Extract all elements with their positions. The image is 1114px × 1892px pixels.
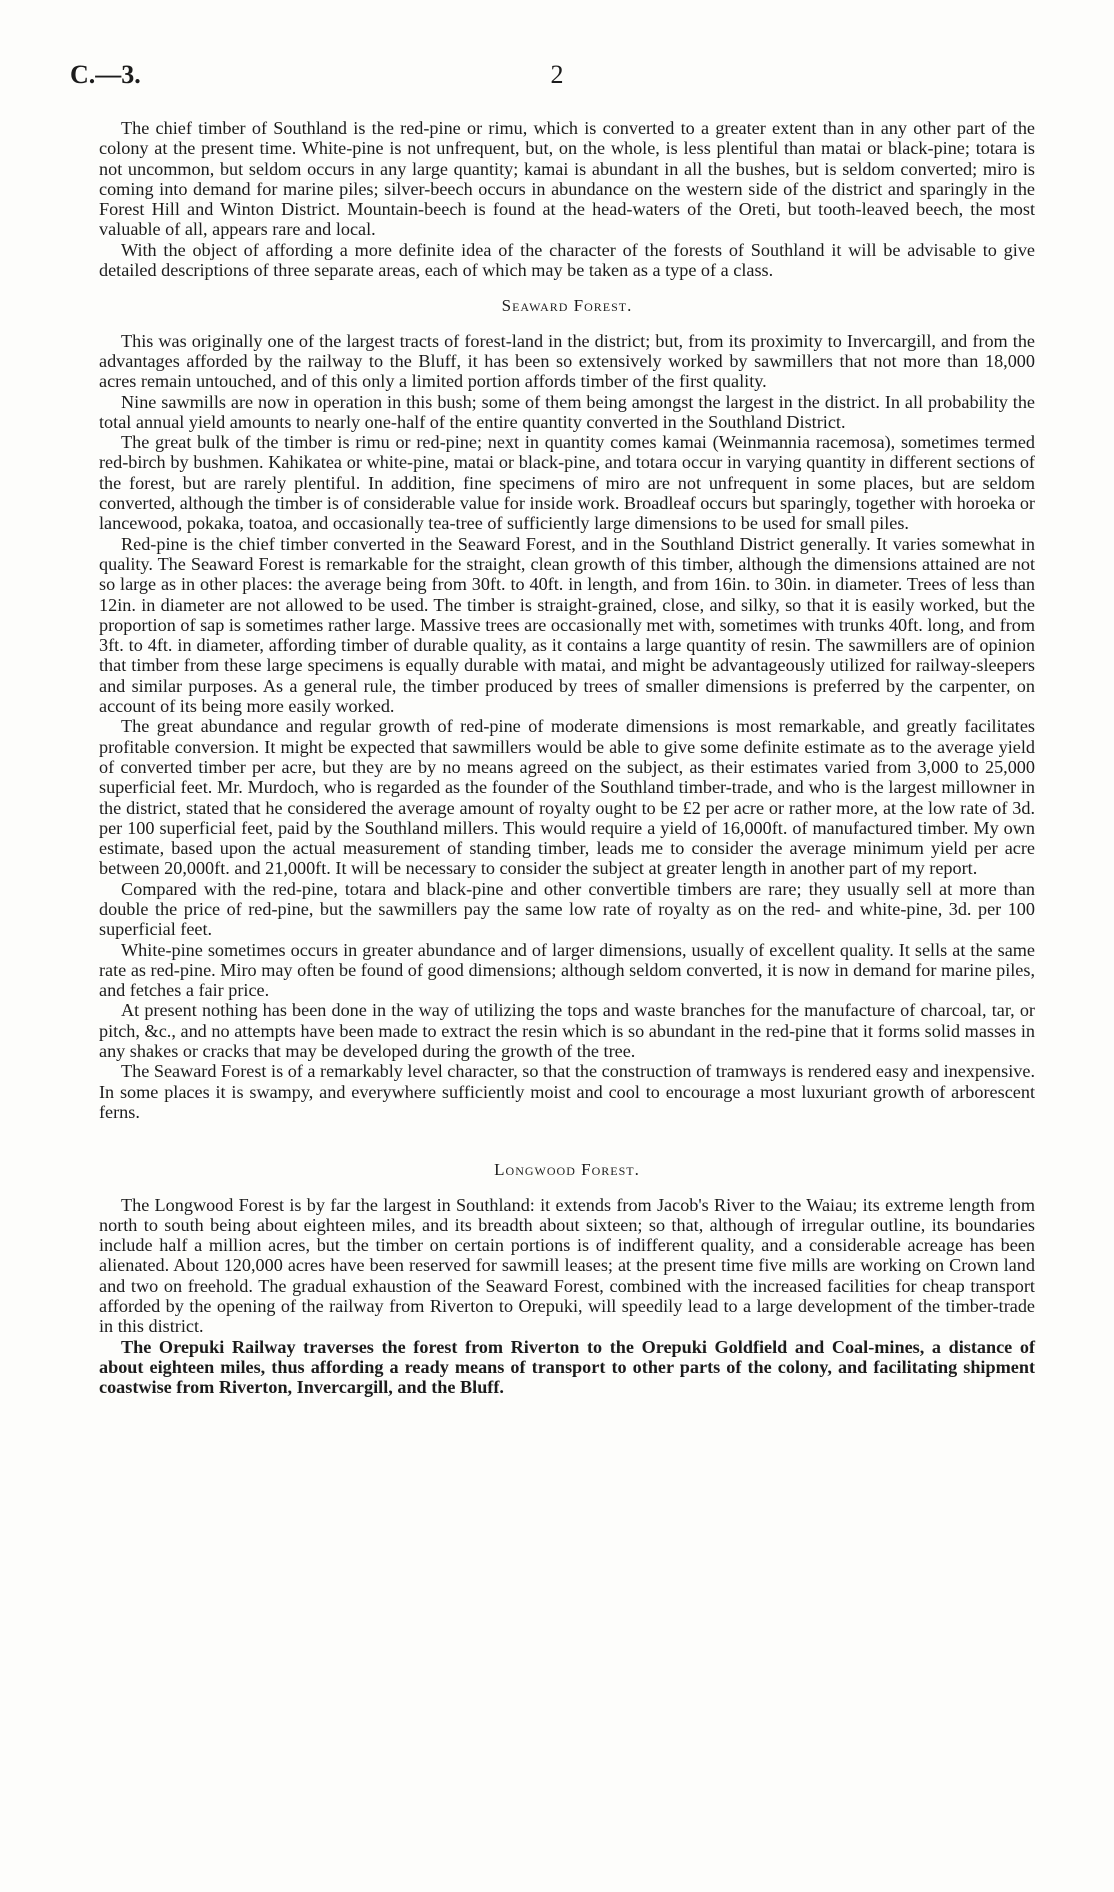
paragraph-intro-2: With the object of affording a more definite idea of the character of the forests of Southland it will be advisable to give detailed descriptions of three separate areas, each of which may be taken as a type of a class.	[99, 239, 1035, 281]
section-spacer	[99, 1122, 1035, 1144]
paragraph-longwood-2: The Orepuki Railway traverses the forest from Riverton to the Orepuki Goldfield and Coal-mines, a distance of about eighteen miles, thus affording a ready means of transport to other parts of the colony, and facilitating shipment coastwise from Riverton, Invercargill, and the Bluff.	[99, 1336, 1035, 1398]
page-body	[99, 118, 1035, 1398]
paragraph-intro-1: The chief timber of Southland is the red-pine or rimu, which is converted to a greater extent than in any other part of the colony at the present time. White-pine is not unfrequent, but, on the whole, is less plentiful than matai or black-pine; totara is not uncommon, but seldom occurs in any large quantity; kamai is abundant in all the bushes, but is seldom converted; miro is coming into demand for marine piles; silver-beech occurs in abundance on the western side of the district and sparingly in the Forest Hill and Winton District. Mountain-beech is found at the head-waters of the Oreti, but tooth-leaved beech, the most valuable of all, appears rare and local.	[99, 118, 1035, 240]
page-number: 2	[550, 60, 564, 89]
section-heading-seaward: Seaward Forest.	[501, 296, 633, 316]
paragraph-seaward-7: White-pine sometimes occurs in greater abundance and of larger dimensions, usually of excellent quality. It sells at the same rate as red-pine. Miro may often be found of good dimensions; although seldom converted, it is now in demand for marine piles, and fetches a fair price.	[99, 939, 1035, 1001]
report-reference: C.—3.	[70, 60, 141, 89]
paragraph-longwood-1: The Longwood Forest is by far the largest in Southland: it extends from Jacob's River to the Waiau; its extreme length from north to south being about eighteen miles, and its breadth about sixteen; so that, although of irregular outline, its boundaries include half a million acres, but the timber on certain portions is of indifferent quality, and a considerable acreage has been alienated. About 120,000 acres have been reserved for sawmill leases; at the present time five mills are working on Crown land and two on freehold. The gradual exhaustion of the Seaward Forest, combined with the increased facilities for cheap transport afforded by the opening of the railway from Riverton to Orepuki, will speedily lead to a large development of the timber-trade in this district.	[99, 1194, 1035, 1337]
paragraph-seaward-8: At present nothing has been done in the way of utilizing the tops and waste branches for the manufacture of charcoal, tar, or pitch, &c., and no attempts have been made to extract the resin which is so abundant in the red-pine that it forms solid masses in any shakes or cracks that may be developed during the growth of the tree.	[99, 1000, 1035, 1062]
paragraph-seaward-9: The Seaward Forest is of a remarkably level character, so that the construction of tramways is rendered easy and inexpensive. In some places it is swampy, and everywhere sufficiently moist and cool to encourage a most luxuriant growth of arborescent ferns.	[99, 1061, 1035, 1122]
page-header	[70, 60, 1044, 100]
paragraph-seaward-6: Compared with the red-pine, totara and black-pine and other convertible timbers are rare; they usually sell at more than double the price of red-pine, but the sawmillers pay the same low rate of royalty as on the red- and white-pine, 3d. per 100 superficial feet.	[99, 878, 1035, 940]
paragraph-seaward-1: This was originally one of the largest tracts of forest-land in the district; but, from its proximity to Invercargill, and from the advantages afforded by the railway to the Bluff, it has been so extensively worked by sawmillers that not more than 18,000 acres remain untouched, and of this only a limited portion affords timber of the first quality.	[99, 330, 1035, 392]
paragraph-seaward-4: Red-pine is the chief timber converted in the Seaward Forest, and in the Southland District generally. It varies somewhat in quality. The Seaward Forest is remarkable for the straight, clean growth of this timber, although the dimensions attained are not so large as in other places: the average being from 30ft. to 40ft. in length, and from 16in. to 30in. in diameter. Trees of less than 12in. in diameter are not allowed to be used. The timber is straight-grained, close, and silky, so that it is easily worked, but the proportion of sap is sometimes rather large. Massive trees are occasionally met with, sometimes with trunks 40ft. long, and from 3ft. to 4ft. in diameter, affording timber of durable quality, as it contains a large quantity of resin. The sawmillers are of opinion that timber from these large specimens is equally durable with matai, and might be advantageously utilized for railway-sleepers and similar purposes. As a general rule, the timber produced by trees of smaller dimensions is preferred by the carpenter, on account of its being more easily worked.	[99, 533, 1035, 717]
paragraph-seaward-2: Nine sawmills are now in operation in this bush; some of them being amongst the largest in the district. In all probability the total annual yield amounts to nearly one-half of the entire quantity converted in the Southland District.	[99, 391, 1035, 432]
section-heading-longwood: Longwood Forest.	[494, 1160, 640, 1180]
paragraph-seaward-3: The great bulk of the timber is rimu or red-pine; next in quantity comes kamai (Weinmannia racemosa), sometimes termed red-birch by bushmen. Kahikatea or white-pine, matai or black-pine, and totara occur in varying quantity in different sections of the forest, but are rarely plentiful. In addition, fine specimens of miro are not unfrequent in some places, but are seldom converted, although the timber is of considerable value for inside work. Broadleaf occurs but sparingly, together with horoeka or lancewood, pokaka, toatoa, and occasionally tea-tree of sufficiently large dimensions to be used for small piles.	[99, 432, 1035, 534]
paragraph-seaward-5: The great abundance and regular growth of red-pine of moderate dimensions is most remarkable, and greatly facilitates profitable conversion. It might be expected that sawmillers would be able to give some definite estimate as to the average yield of converted timber per acre, but they are by no means agreed on the subject, as their estimates varied from 3,000 to 25,000 superficial feet. Mr. Murdoch, who is regarded as the founder of the Southland timber-trade, and who is the largest millowner in the district, stated that he considered the average amount of royalty ought to be £2 per acre or rather more, at the low rate of 3d. per 100 superficial feet, paid by the Southland millers. This would require a yield of 16,000ft. of manufactured timber. My own estimate, based upon the actual measurement of standing timber, leads me to consider the average minimum yield per acre between 20,000ft. and 21,000ft. It will be necessary to consider the subject at greater length in another part of my report.	[99, 716, 1035, 879]
